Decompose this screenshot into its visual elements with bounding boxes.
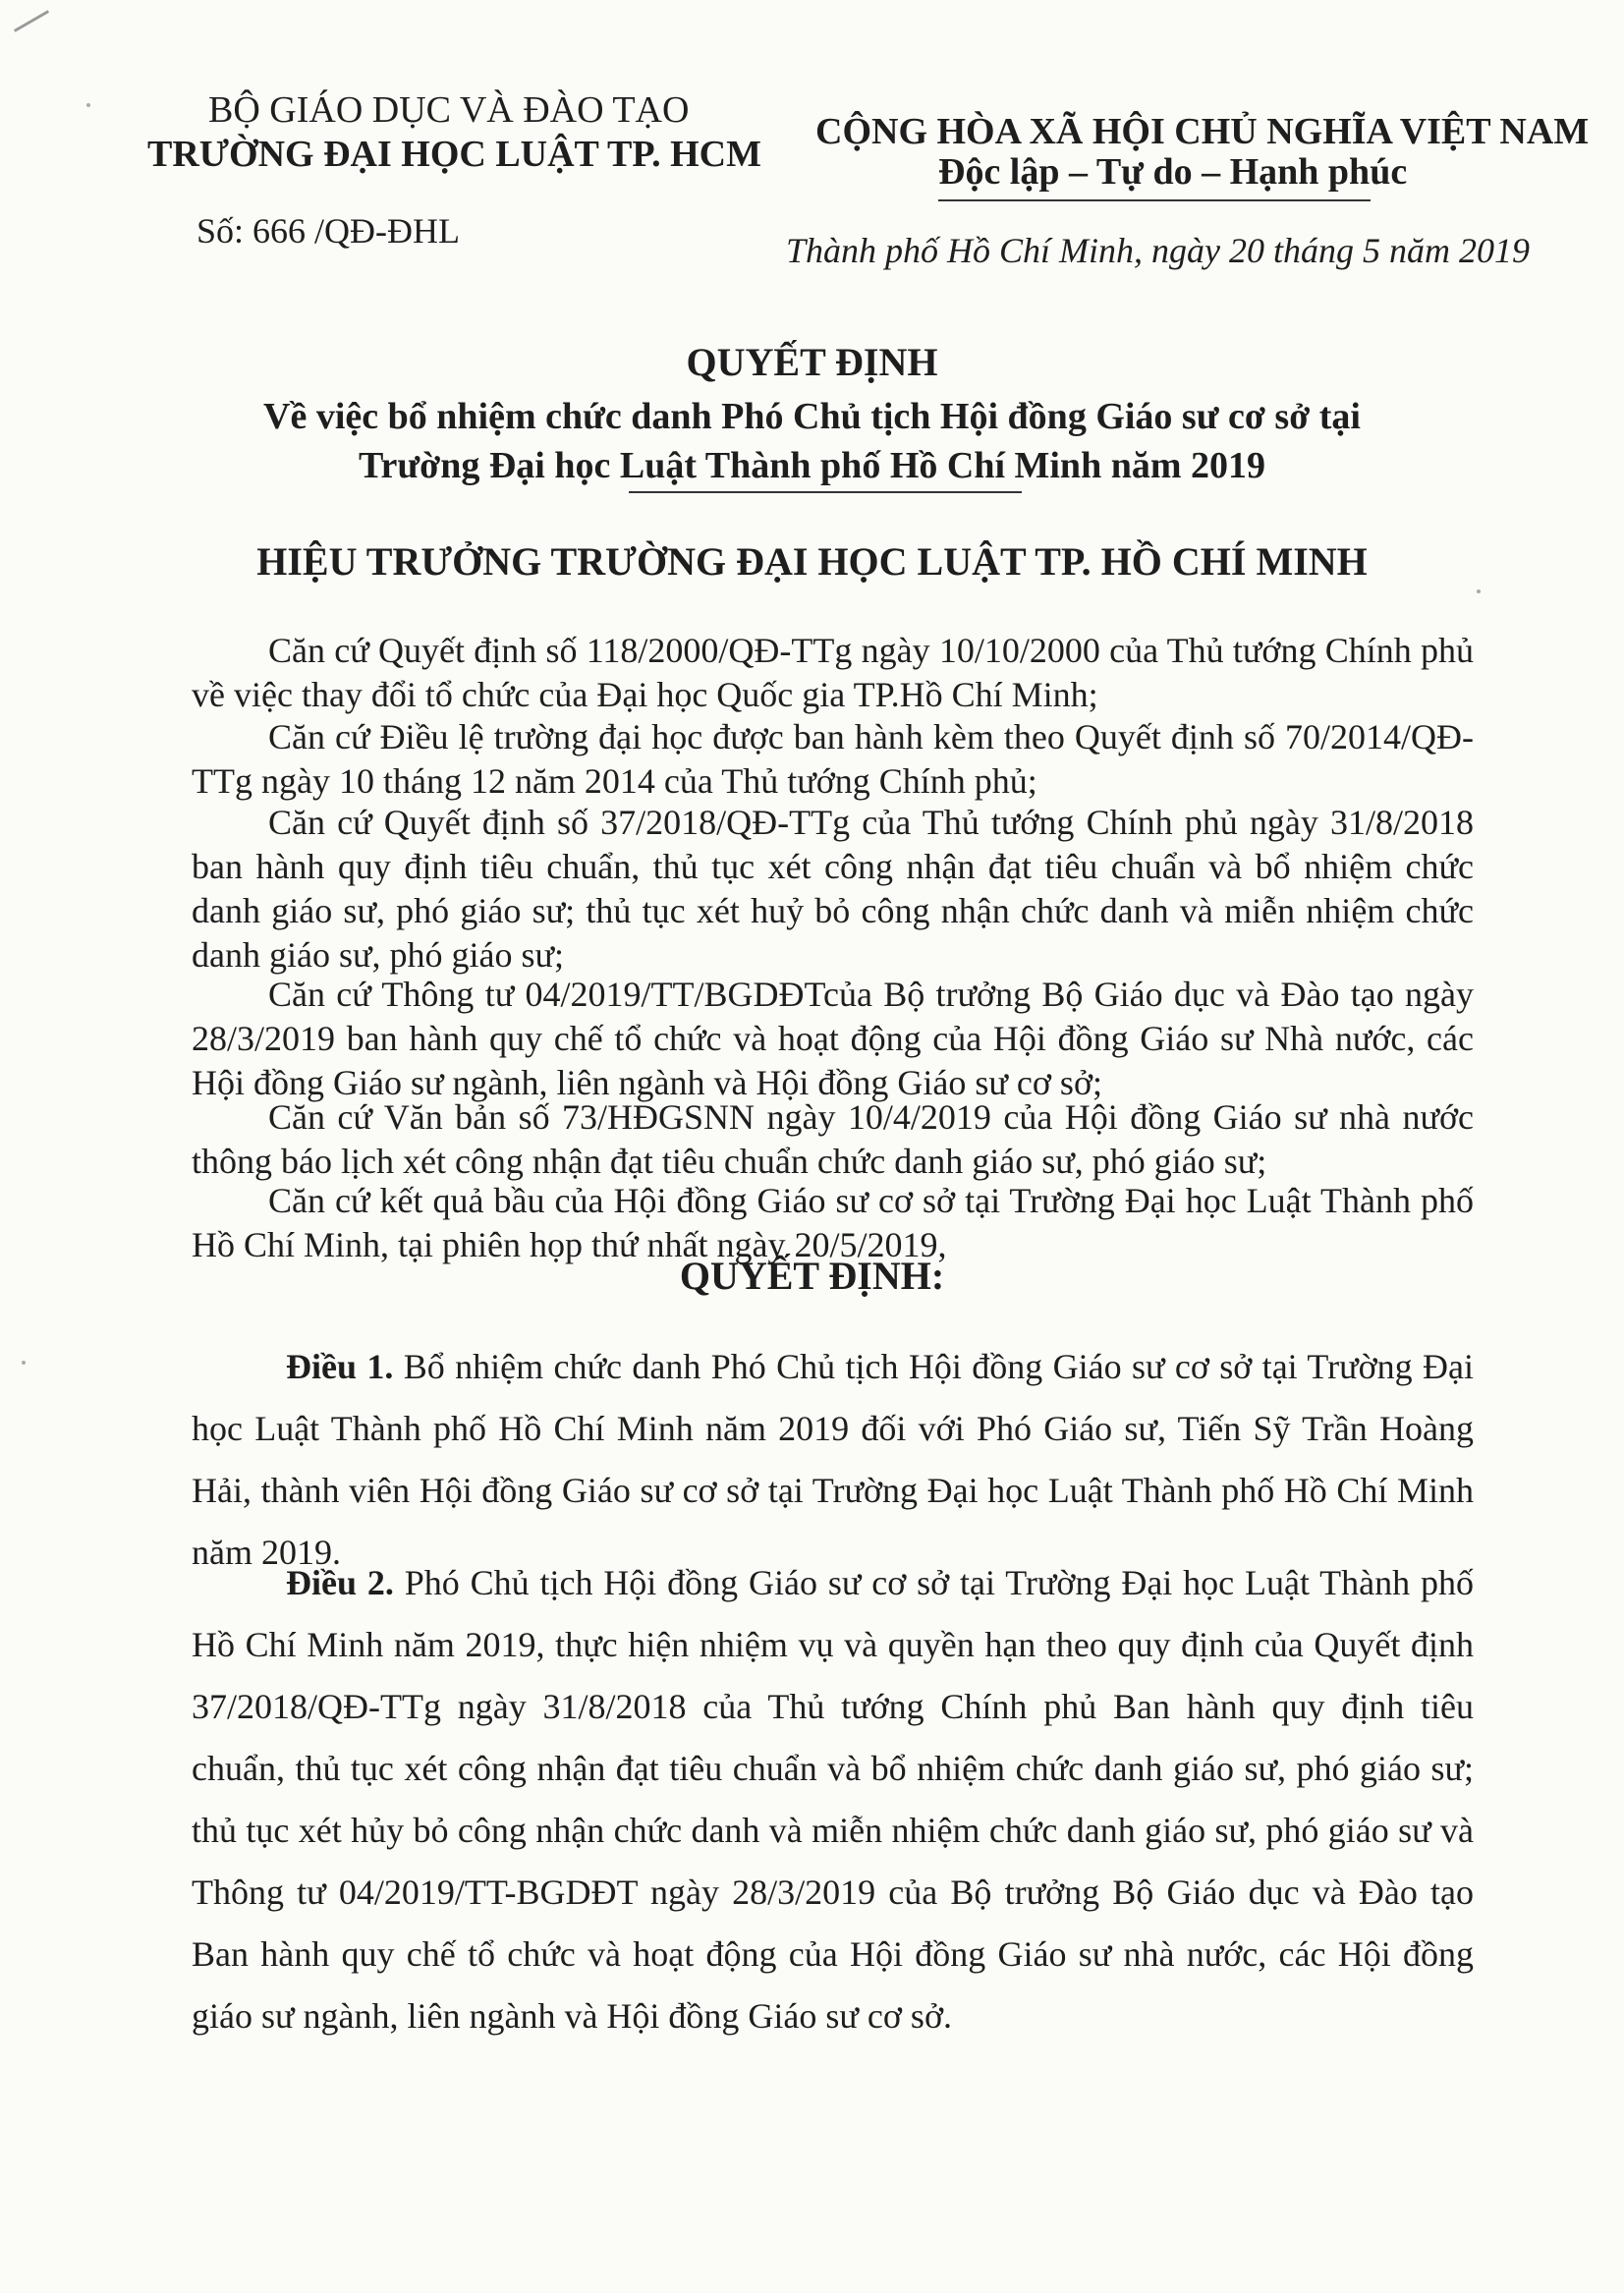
motto-underline bbox=[938, 199, 1371, 201]
legal-basis-paragraph: Căn cứ Quyết định số 37/2018/QĐ-TTg của Thủ tướng Chính phủ ngày 31/8/2018 ban hành quy định tiêu chuẩn, thủ tục xét công nhận đạt tiêu chuẩn và bổ nhiệm chức danh giáo sư, phó giáo sư; thủ tục xét huỷ bỏ công nhận chức danh và miễn nhiệm chức danh giáo sư, phó giáo sư; bbox=[192, 803, 1474, 975]
document-subject-line-2: Trường Đại học Luật Thành phố Hồ Chí Minh năm 2019 bbox=[358, 445, 1265, 486]
legal-basis-paragraph: Căn cứ Điều lệ trường đại học được ban hành kèm theo Quyết định số 70/2014/QĐ-TTg ngày 10 tháng 12 năm 2014 của Thủ tướng Chính phủ; bbox=[192, 717, 1474, 801]
scan-speck bbox=[86, 103, 90, 107]
legal-basis-paragraph: Căn cứ Quyết định số 118/2000/QĐ-TTg ngày 10/10/2000 của Thủ tướng Chính phủ về việc thay đổi tổ chức của Đại học Quốc gia TP.Hồ Chí Minh; bbox=[192, 631, 1474, 714]
title-underline bbox=[629, 491, 1022, 493]
place-and-date: Thành phố Hồ Chí Minh, ngày 20 tháng 5 năm 2019 bbox=[786, 231, 1531, 270]
reference-number: Số: 666 /QĐ-ĐHL bbox=[196, 211, 460, 251]
document-subject-line-1: Về việc bổ nhiệm chức danh Phó Chủ tịch Hội đồng Giáo sư cơ sở tại bbox=[263, 396, 1361, 437]
article-text: Bổ nhiệm chức danh Phó Chủ tịch Hội đồng Giáo sư cơ sở tại Trường Đại học Luật Thành phố Hồ Chí Minh năm 2019 đối với Phó Giáo sư, Tiến Sỹ Trần Hoàng Hải, thành viên Hội đồng Giáo sư cơ sở tại Trường Đại học Luật Thành phố Hồ Chí Minh năm 2019. bbox=[192, 1347, 1475, 1572]
article-1 bbox=[192, 1336, 1474, 1584]
issuing-authority: HIỆU TRƯỞNG TRƯỜNG ĐẠI HỌC LUẬT TP. HỒ CHÍ MINH bbox=[256, 539, 1368, 584]
article-label: Điều 2. bbox=[286, 1563, 394, 1602]
legal-basis-paragraph: Căn cứ Văn bản số 73/HĐGSNN ngày 10/4/2019 của Hội đồng Giáo sư nhà nước thông báo lịch xét công nhận đạt tiêu chuẩn chức danh giáo sư, phó giáo sư; bbox=[192, 1097, 1474, 1181]
university-name: TRƯỜNG ĐẠI HỌC LUẬT TP. HCM bbox=[147, 134, 761, 175]
legal-basis-paragraph: Căn cứ Thông tư 04/2019/TT/BGDĐTcủa Bộ trưởng Bộ Giáo dục và Đào tạo ngày 28/3/2019 ban hành quy chế tổ chức và hoạt động của Hội đồng Giáo sư Nhà nước, các Hội đồng Giáo sư ngành, liên ngành và Hội đồng Giáo sư cơ sở; bbox=[192, 975, 1474, 1102]
article-label: Điều 1. bbox=[286, 1347, 394, 1386]
country-name: CỘNG HÒA XÃ HỘI CHỦ NGHĨA VIỆT NAM bbox=[815, 111, 1590, 152]
ministry-name: BỘ GIÁO DỤC VÀ ĐÀO TẠO bbox=[208, 89, 690, 131]
article-2 bbox=[192, 1552, 1474, 2047]
national-motto: Độc lập – Tự do – Hạnh phúc bbox=[938, 151, 1408, 193]
scan-artifact bbox=[14, 10, 49, 32]
decision-heading: QUYẾT ĐỊNH: bbox=[679, 1254, 945, 1298]
scan-speck bbox=[1477, 589, 1481, 593]
legal-basis-paragraph: Căn cứ kết quả bầu của Hội đồng Giáo sư cơ sở tại Trường Đại học Luật Thành phố Hồ Chí Minh, tại phiên họp thứ nhất ngày 20/5/2019, bbox=[192, 1181, 1474, 1264]
article-text: Phó Chủ tịch Hội đồng Giáo sư cơ sở tại Trường Đại học Luật Thành phố Hồ Chí Minh năm 2019, thực hiện nhiệm vụ và quyền hạn theo quy định của Quyết định 37/2018/QĐ-TTg ngày 31/8/2018 của Thủ tướng Chính phủ Ban hành quy định tiêu chuẩn, thủ tục xét công nhận đạt tiêu chuẩn và bổ nhiệm chức danh giáo sư, phó giáo sư; thủ tục xét hủy bỏ công nhận chức danh và miễn nhiệm chức danh giáo sư, phó giáo sư và Thông tư 04/2019/TT-BGDĐT ngày 28/3/2019 của Bộ trưởng Bộ Giáo dục và Đào tạo Ban hành quy chế tổ chức và hoạt động của Hội đồng Giáo sư nhà nước, các Hội đồng giáo sư ngành, liên ngành và Hội đồng Giáo sư cơ sở. bbox=[192, 1563, 1474, 2036]
document-title: QUYẾT ĐỊNH bbox=[686, 340, 938, 384]
scan-speck bbox=[22, 1361, 26, 1365]
